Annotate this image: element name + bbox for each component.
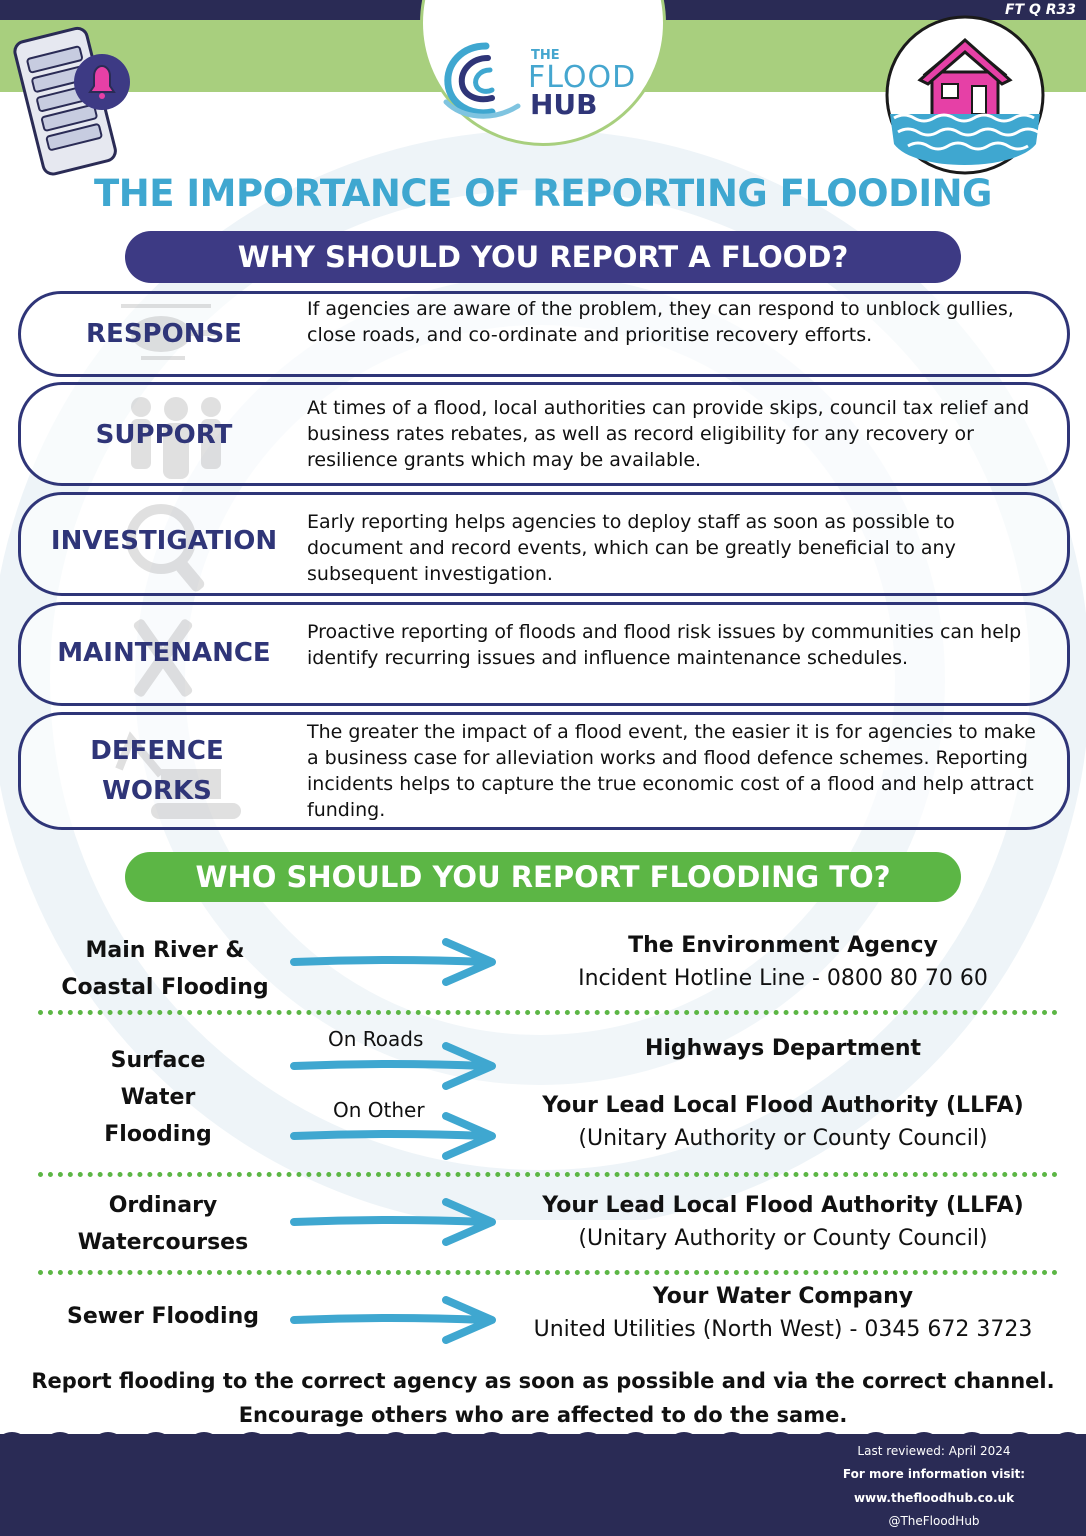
agency-name: Your Lead Local Flood Authority (LLFA) <box>542 1193 1024 1218</box>
arrow-icon <box>290 1196 502 1246</box>
agency-name: The Environment Agency <box>628 933 938 958</box>
logo-text-hub: HUB <box>530 88 598 121</box>
reason-label: DEFENCE <box>90 736 224 766</box>
category-line: Flooding <box>104 1122 212 1147</box>
social-handle[interactable]: @TheFloodHub <box>888 1514 980 1528</box>
agency-detail: United Utilities (North West) - 0345 672 3723 <box>533 1317 1033 1342</box>
reason-row-support <box>18 382 1070 486</box>
flooded-house-icon <box>884 14 1046 176</box>
category-line: Sewer Flooding <box>66 1304 260 1329</box>
reason-row-defence-works <box>18 712 1070 830</box>
footer <box>0 1434 1086 1536</box>
arrow-icon <box>290 936 502 986</box>
logo-text-flood: FLOOD <box>528 60 637 95</box>
closing-line-2: Encourage others who are affected to do the same. <box>238 1403 848 1427</box>
category-line: Surface <box>110 1048 206 1073</box>
category-line: Ordinary <box>108 1193 218 1218</box>
closing-line-1: Report flooding to the correct agency as soon as possible and via the correct channel. <box>31 1369 1055 1393</box>
reason-text: Proactive reporting of floods and flood risk issues by communities can help identify recurring issues and influence maintenance schedules. <box>307 621 1022 669</box>
reason-label: INVESTIGATION <box>50 526 278 556</box>
arrow-icon <box>290 1110 502 1160</box>
agency-environment <box>498 929 1068 995</box>
agency-name: Your Water Company <box>652 1284 914 1309</box>
on-roads-label: On Roads <box>328 1027 424 1051</box>
arrow-icon <box>290 1294 502 1344</box>
reason-row-investigation <box>18 492 1070 596</box>
reason-label: SUPPORT <box>95 420 233 450</box>
more-info-label: For more information visit: <box>842 1467 1026 1481</box>
dotted-divider <box>38 1172 1058 1177</box>
wave-logo-icon <box>442 38 528 120</box>
category-line: Main River & <box>85 938 245 963</box>
category-sewer <box>40 1298 286 1335</box>
agency-detail: (Unitary Authority or County Council) <box>578 1226 988 1251</box>
reason-row-maintenance <box>18 602 1070 706</box>
category-surface-water <box>60 1042 256 1153</box>
agency-name: Your Lead Local Flood Authority (LLFA) <box>542 1093 1024 1118</box>
who-heading: WHO SHOULD YOU REPORT FLOODING TO? <box>125 852 961 902</box>
document-code: FT Q R33 <box>1004 2 1076 18</box>
agency-name: Highways Department <box>644 1036 922 1061</box>
last-reviewed: Last reviewed: April 2024 <box>857 1444 1011 1458</box>
logo-text-the: THE <box>531 48 560 63</box>
category-line: Water <box>120 1085 196 1110</box>
reason-label: WORKS <box>102 776 212 806</box>
agency-detail: Incident Hotline Line - 0800 80 70 60 <box>578 966 988 991</box>
reason-text: The greater the impact of a flood event, the easier it is for agencies to make a business case for alleviation works and flood defence schemes. Reporting incidents helps to capture the true economic cost of a flood and help attract funding. <box>307 721 1036 821</box>
category-line: Coastal Flooding <box>61 975 269 1000</box>
reason-text: Early reporting helps agencies to deploy staff as soon as possible to document and record events, which can be greatly beneficial to any subsequent investigation. <box>307 511 956 585</box>
agency-water-company <box>498 1280 1068 1346</box>
reason-text: If agencies are aware of the problem, they can respond to unblock gullies, close roads, and co-ordinate and prioritise recovery efforts. <box>307 298 1014 346</box>
reason-row-response <box>18 291 1070 377</box>
reason-label: MAINTENANCE <box>57 638 271 668</box>
page-title: THE IMPORTANCE OF REPORTING FLOODING <box>94 172 992 215</box>
agency-detail: (Unitary Authority or County Council) <box>578 1126 988 1151</box>
why-heading: WHY SHOULD YOU REPORT A FLOOD? <box>125 231 961 283</box>
phone-alert-icon <box>10 20 140 180</box>
dotted-divider <box>38 1010 1058 1015</box>
reason-label: RESPONSE <box>86 319 242 349</box>
agency-llfa-ordinary <box>498 1189 1068 1255</box>
dotted-divider <box>38 1270 1058 1275</box>
on-other-label: On Other <box>333 1098 425 1122</box>
website-link[interactable]: www.thefloodhub.co.uk <box>853 1491 1015 1505</box>
arrow-icon <box>290 1040 502 1090</box>
category-ordinary-watercourses <box>40 1187 286 1261</box>
reason-text: At times of a flood, local authorities can provide skips, council tax relief and business rates rebates, as well as record eligibility for any recovery or resilience grants which may be available. <box>307 397 1030 471</box>
category-main-river <box>30 932 300 1006</box>
agency-llfa-surface <box>498 1089 1068 1155</box>
agency-highways <box>498 1032 1068 1065</box>
category-line: Watercourses <box>77 1230 249 1255</box>
